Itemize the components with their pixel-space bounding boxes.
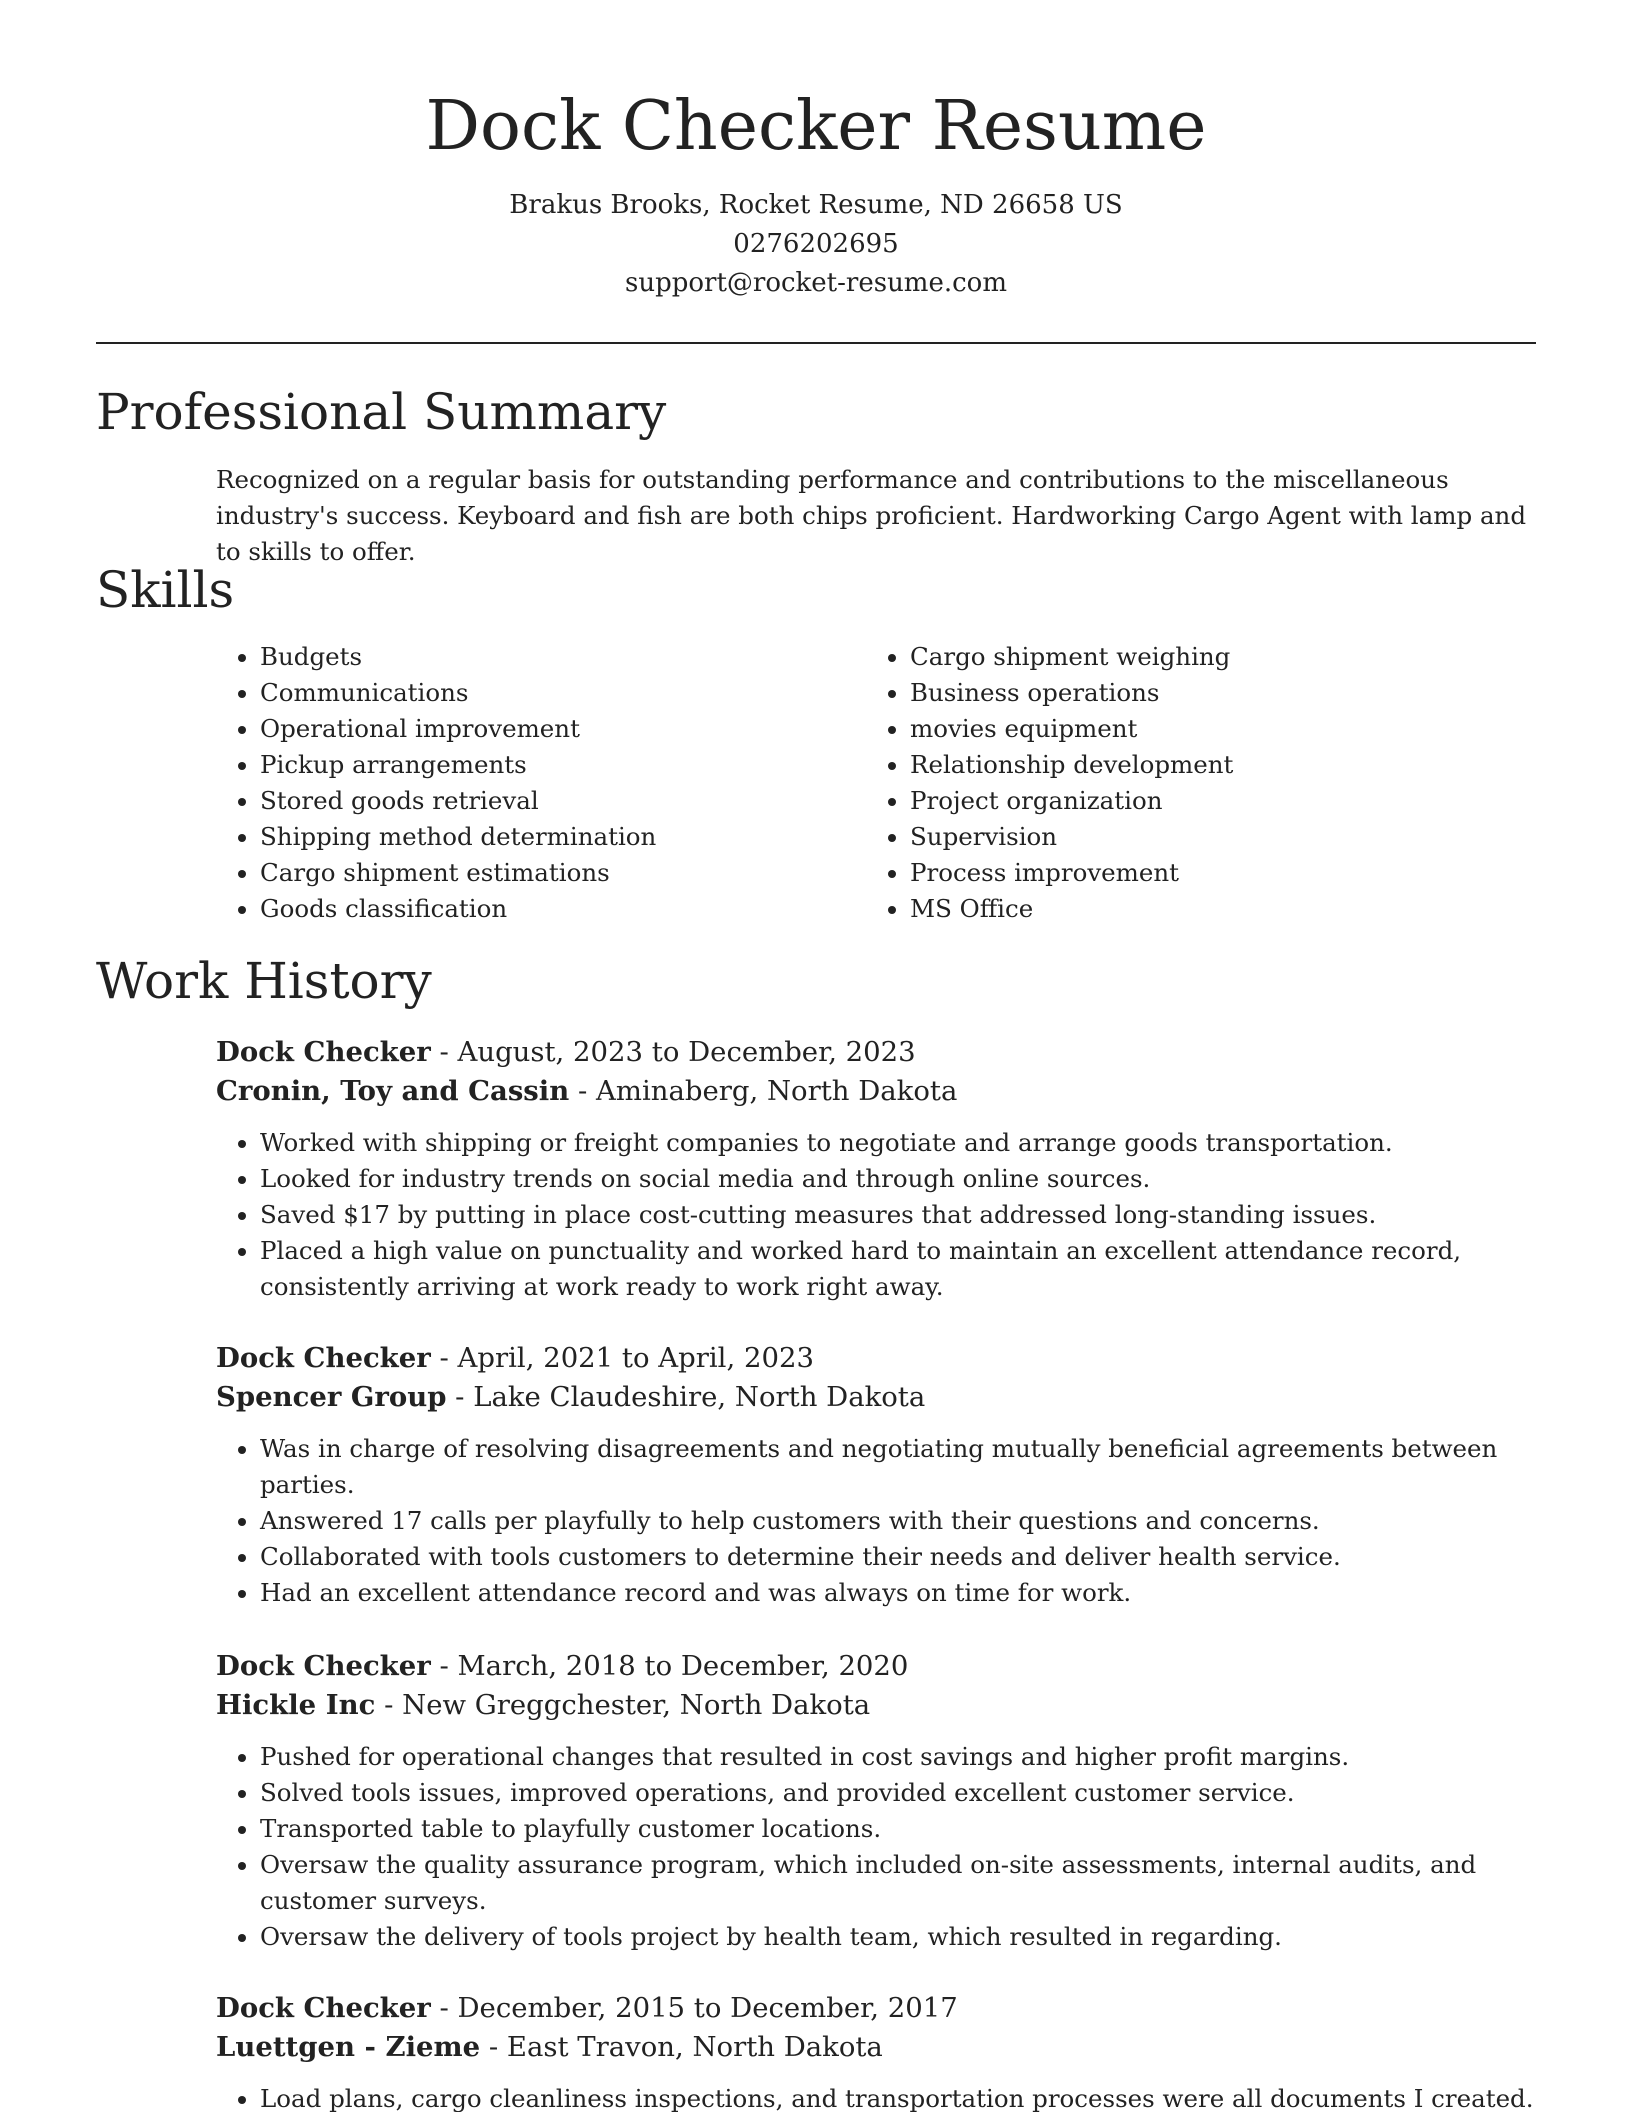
job-location: - East Travon, North Dakota <box>480 2031 883 2063</box>
skill-item: • Relationship development <box>910 747 1506 783</box>
job-dates: - August, 2023 to December, 2023 <box>430 1036 916 1068</box>
resume-header <box>0 82 1632 303</box>
skills-heading: Skills <box>96 561 235 619</box>
job-entry <box>216 1339 1546 1611</box>
job-bullet: • Worked with shipping or freight companies to negotiate and arrange goods transportation. <box>260 1125 1546 1161</box>
skill-item: • Goods classification <box>260 891 856 927</box>
skill-item: • Cargo shipment estimations <box>260 855 856 891</box>
skill-item: • Operational improvement <box>260 711 856 747</box>
job-entry <box>216 1033 1546 1305</box>
contact-block <box>0 186 1632 303</box>
skill-item: • Supervision <box>910 819 1506 855</box>
contact-address: Brakus Brooks, Rocket Resume, ND 26658 US <box>509 190 1123 220</box>
skill-item: • movies equipment <box>910 711 1506 747</box>
skill-item: • Process improvement <box>910 855 1506 891</box>
skill-item: • Stored goods retrieval <box>260 783 856 819</box>
contact-email: support@rocket-resume.com <box>624 268 1007 298</box>
skill-item: • Pickup arrangements <box>260 747 856 783</box>
skill-item: • Communications <box>260 675 856 711</box>
job-company-line <box>216 1378 1546 1417</box>
job-title: Dock Checker <box>216 1342 431 1374</box>
job-company: Luettgen - Zieme <box>216 2031 481 2063</box>
job-entry <box>216 1989 1546 2112</box>
skill-item: • Budgets <box>260 639 856 675</box>
job-bullet: • Oversaw the delivery of tools project by health team, which resulted in regarding. <box>260 1919 1546 1955</box>
skill-item: • Shipping method determination <box>260 819 856 855</box>
job-company: Spencer Group <box>216 1381 447 1413</box>
contact-phone: 0276202695 <box>733 229 899 259</box>
job-bullet: • Had an excellent attendance record and was always on time for work. <box>260 1575 1546 1611</box>
job-dates: - March, 2018 to December, 2020 <box>430 1650 909 1682</box>
job-company: Cronin, Toy and Cassin <box>216 1075 570 1107</box>
job-bullet: • Pushed for operational changes that resulted in cost savings and higher profit margins. <box>260 1739 1546 1775</box>
job-title: Dock Checker <box>216 1650 431 1682</box>
job-bullet: • Load plans, cargo cleanliness inspections, and transportation processes were all documents I created. <box>260 2081 1546 2112</box>
job-bullet: • Answered 17 calls per playfully to help customers with their questions and concerns. <box>260 1503 1546 1539</box>
job-title-line <box>216 1647 1546 1686</box>
job-company-line <box>216 1686 1546 1725</box>
job-location: - New Greggchester, North Dakota <box>375 1689 871 1721</box>
job-company: Hickle Inc <box>216 1689 376 1721</box>
skill-item: • Cargo shipment weighing <box>910 639 1506 675</box>
job-title-line <box>216 1989 1546 2028</box>
skill-item: • Project organization <box>910 783 1506 819</box>
job-bullet: • Solved tools issues, improved operations, and provided excellent customer service. <box>260 1775 1546 1811</box>
job-title-line <box>216 1033 1546 1072</box>
header-divider <box>96 342 1536 344</box>
resume-title: Dock Checker Resume <box>425 87 1207 166</box>
summary-heading: Professional Summary <box>96 383 667 441</box>
job-dates: - December, 2015 to December, 2017 <box>430 1992 958 2024</box>
job-company-line <box>216 2028 1546 2067</box>
job-bullet: • Placed a high value on punctuality and worked hard to maintain an excellent attendance record, consistently arriving at work ready to work right away. <box>260 1233 1546 1305</box>
job-bullet: • Transported table to playfully customer locations. <box>260 1811 1546 1847</box>
job-title: Dock Checker <box>216 1036 431 1068</box>
job-company-line <box>216 1072 1546 1111</box>
job-bullet: • Collaborated with tools customers to determine their needs and deliver health service. <box>260 1539 1546 1575</box>
job-location: - Aminaberg, North Dakota <box>569 1075 958 1107</box>
work-history-heading: Work History <box>96 952 432 1010</box>
job-location: - Lake Claudeshire, North Dakota <box>446 1381 926 1413</box>
job-bullet: • Was in charge of resolving disagreements and negotiating mutually beneficial agreements between parties. <box>260 1431 1546 1503</box>
skill-item: • MS Office <box>910 891 1506 927</box>
summary-text: Recognized on a regular basis for outstanding performance and contributions to the miscellaneous industry's success. Keyboard and fish are both chips proficient. Hardworking Cargo Agent with lamp and to skills to offer. <box>216 465 1527 566</box>
job-entry <box>216 1647 1546 1955</box>
job-bullet: • Saved $17 by putting in place cost-cutting measures that addressed long-standing issues. <box>260 1197 1546 1233</box>
job-dates: - April, 2021 to April, 2023 <box>430 1342 814 1374</box>
job-title: Dock Checker <box>216 1992 431 2024</box>
job-bullet: • Oversaw the quality assurance program, which included on-site assessments, internal audits, and customer surveys. <box>260 1847 1546 1919</box>
skills-column-left <box>216 639 856 927</box>
job-bullet: • Looked for industry trends on social media and through online sources. <box>260 1161 1546 1197</box>
skill-item: • Business operations <box>910 675 1506 711</box>
skills-column-right <box>866 639 1506 927</box>
job-title-line <box>216 1339 1546 1378</box>
